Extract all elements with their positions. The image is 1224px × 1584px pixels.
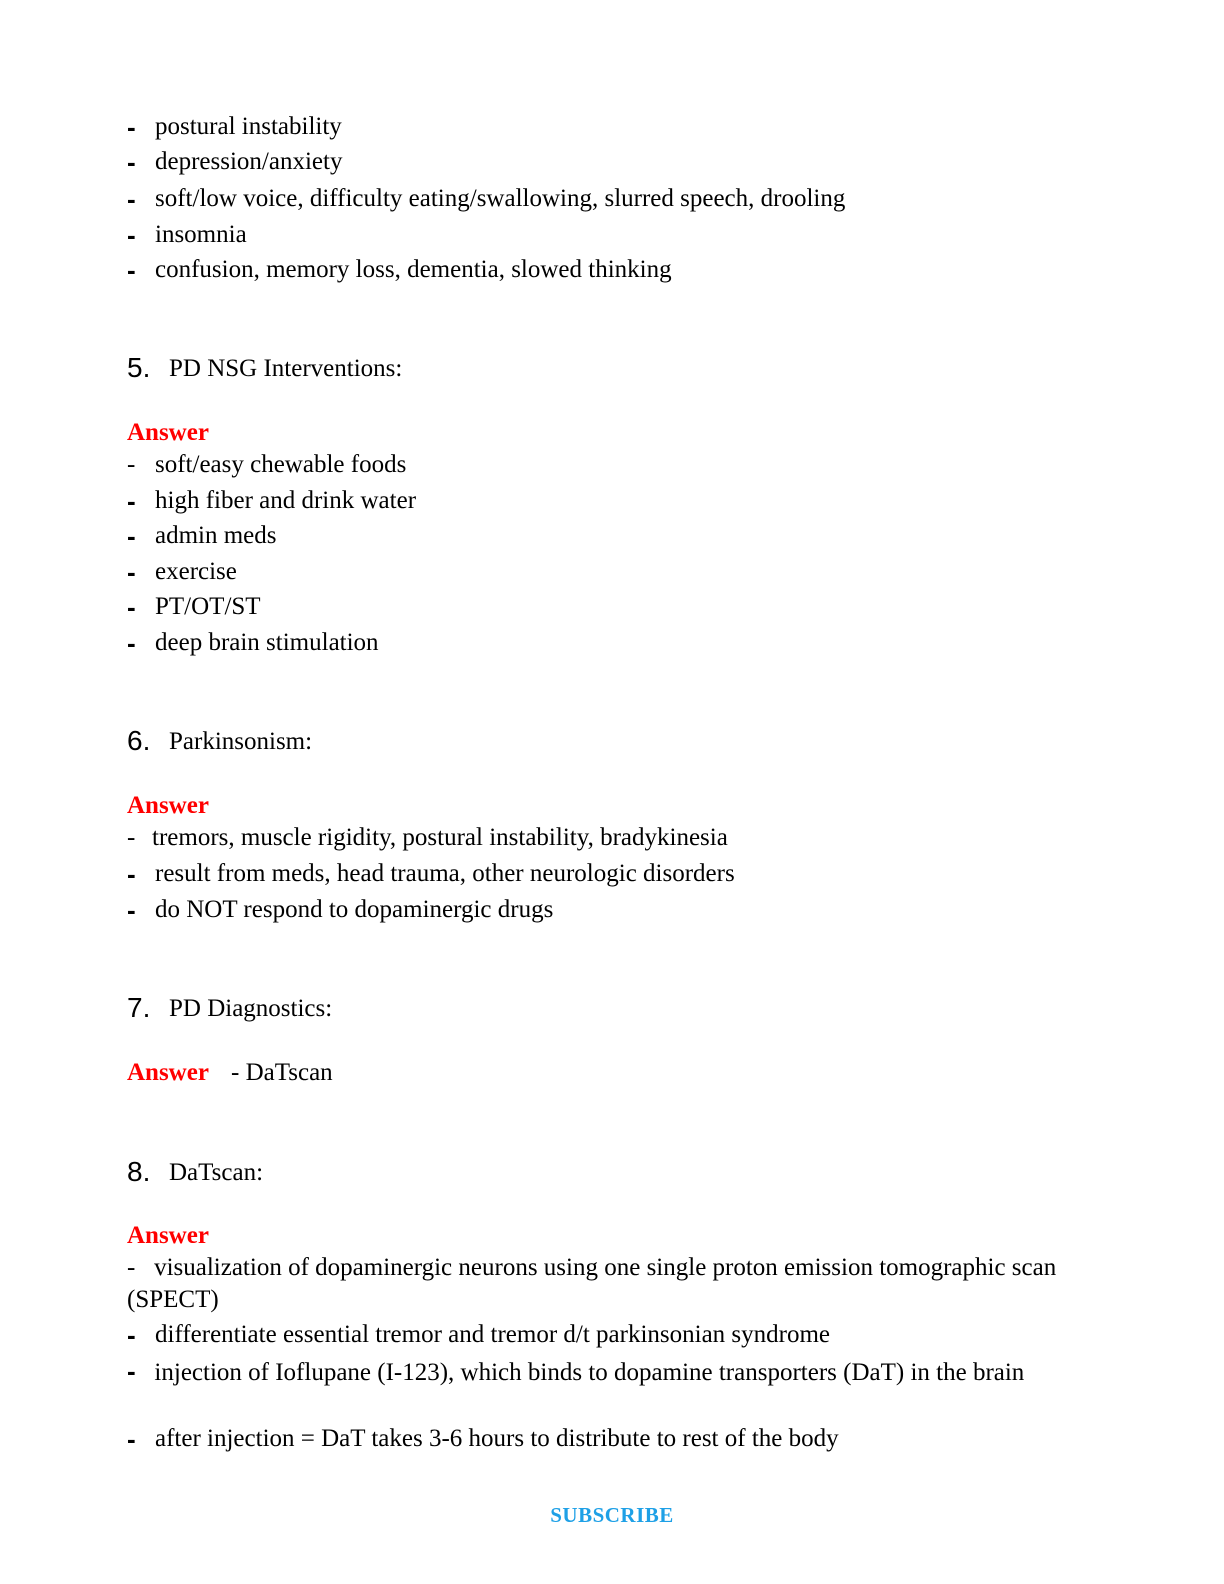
- list-item: exercise: [155, 558, 237, 585]
- list-item: admin meds: [155, 522, 277, 549]
- bullet-dash: -: [127, 1424, 136, 1454]
- answer-text: - DaTscan: [231, 1059, 333, 1086]
- bullet-dash: -: [127, 628, 136, 658]
- bullet-dash: -: [127, 451, 136, 478]
- list-item: [127, 1355, 1107, 1389]
- answer-label: Answer: [127, 792, 209, 819]
- bullet-dash: -: [127, 112, 136, 142]
- list-item: deep brain stimulation: [155, 629, 379, 656]
- bullet-dash: -: [127, 895, 136, 925]
- answer-label: Answer: [127, 419, 209, 446]
- list-item: depression/anxiety: [155, 148, 343, 175]
- list-item: tremors, muscle rigidity, postural instability, bradykinesia: [152, 824, 728, 851]
- list-item-text: injection of Ioflupane (I-123), which binds to dopamine transporters (DaT) in the brain: [154, 1359, 1025, 1386]
- answer-label: Answer: [127, 1059, 209, 1086]
- list-item: [127, 1252, 1107, 1316]
- question-number: 6.: [127, 725, 151, 756]
- bullet-dash: -: [127, 486, 136, 516]
- bullet-dash: -: [127, 1320, 136, 1350]
- question-text: Parkinsonism:: [169, 728, 313, 755]
- list-item: result from meds, head trauma, other neurologic disorders: [155, 860, 735, 887]
- bullet-dash: -: [127, 521, 136, 551]
- question-text: PD NSG Interventions:: [169, 355, 403, 382]
- bullet-dash: -: [127, 1254, 136, 1281]
- list-item: soft/low voice, difficulty eating/swallowing, slurred speech, drooling: [155, 185, 846, 212]
- bullet-dash: -: [127, 859, 136, 889]
- bullet-dash: -: [127, 220, 136, 250]
- bullet-dash: -: [127, 557, 136, 587]
- question-text: PD Diagnostics:: [169, 995, 333, 1022]
- bullet-dash: -: [127, 184, 136, 214]
- subscribe-link[interactable]: SUBSCRIBE: [550, 1503, 674, 1527]
- question-number: 5.: [127, 352, 151, 383]
- list-item: differentiate essential tremor and tremor d/t parkinsonian syndrome: [155, 1321, 831, 1348]
- answer-label: Answer: [127, 1222, 209, 1249]
- list-item: after injection = DaT takes 3-6 hours to distribute to rest of the body: [155, 1425, 839, 1452]
- list-item: postural instability: [155, 113, 342, 140]
- question-text: DaTscan:: [169, 1159, 264, 1186]
- bullet-dash: -: [127, 255, 136, 285]
- list-item: do NOT respond to dopaminergic drugs: [155, 896, 554, 923]
- bullet-dash: -: [127, 824, 136, 851]
- list-item-text: visualization of dopaminergic neurons using one single proton emission tomographic scan (SPECT): [127, 1254, 1057, 1313]
- bullet-dash: -: [127, 147, 136, 177]
- question-number: 8.: [127, 1156, 151, 1187]
- list-item: PT/OT/ST: [155, 593, 261, 620]
- question-number: 7.: [127, 992, 151, 1023]
- list-item: confusion, memory loss, dementia, slowed thinking: [155, 256, 672, 283]
- bullet-dash: -: [127, 592, 136, 622]
- list-item: high fiber and drink water: [155, 487, 417, 514]
- list-item: soft/easy chewable foods: [155, 451, 407, 478]
- list-item: insomnia: [155, 221, 247, 248]
- bullet-dash: -: [127, 1356, 136, 1386]
